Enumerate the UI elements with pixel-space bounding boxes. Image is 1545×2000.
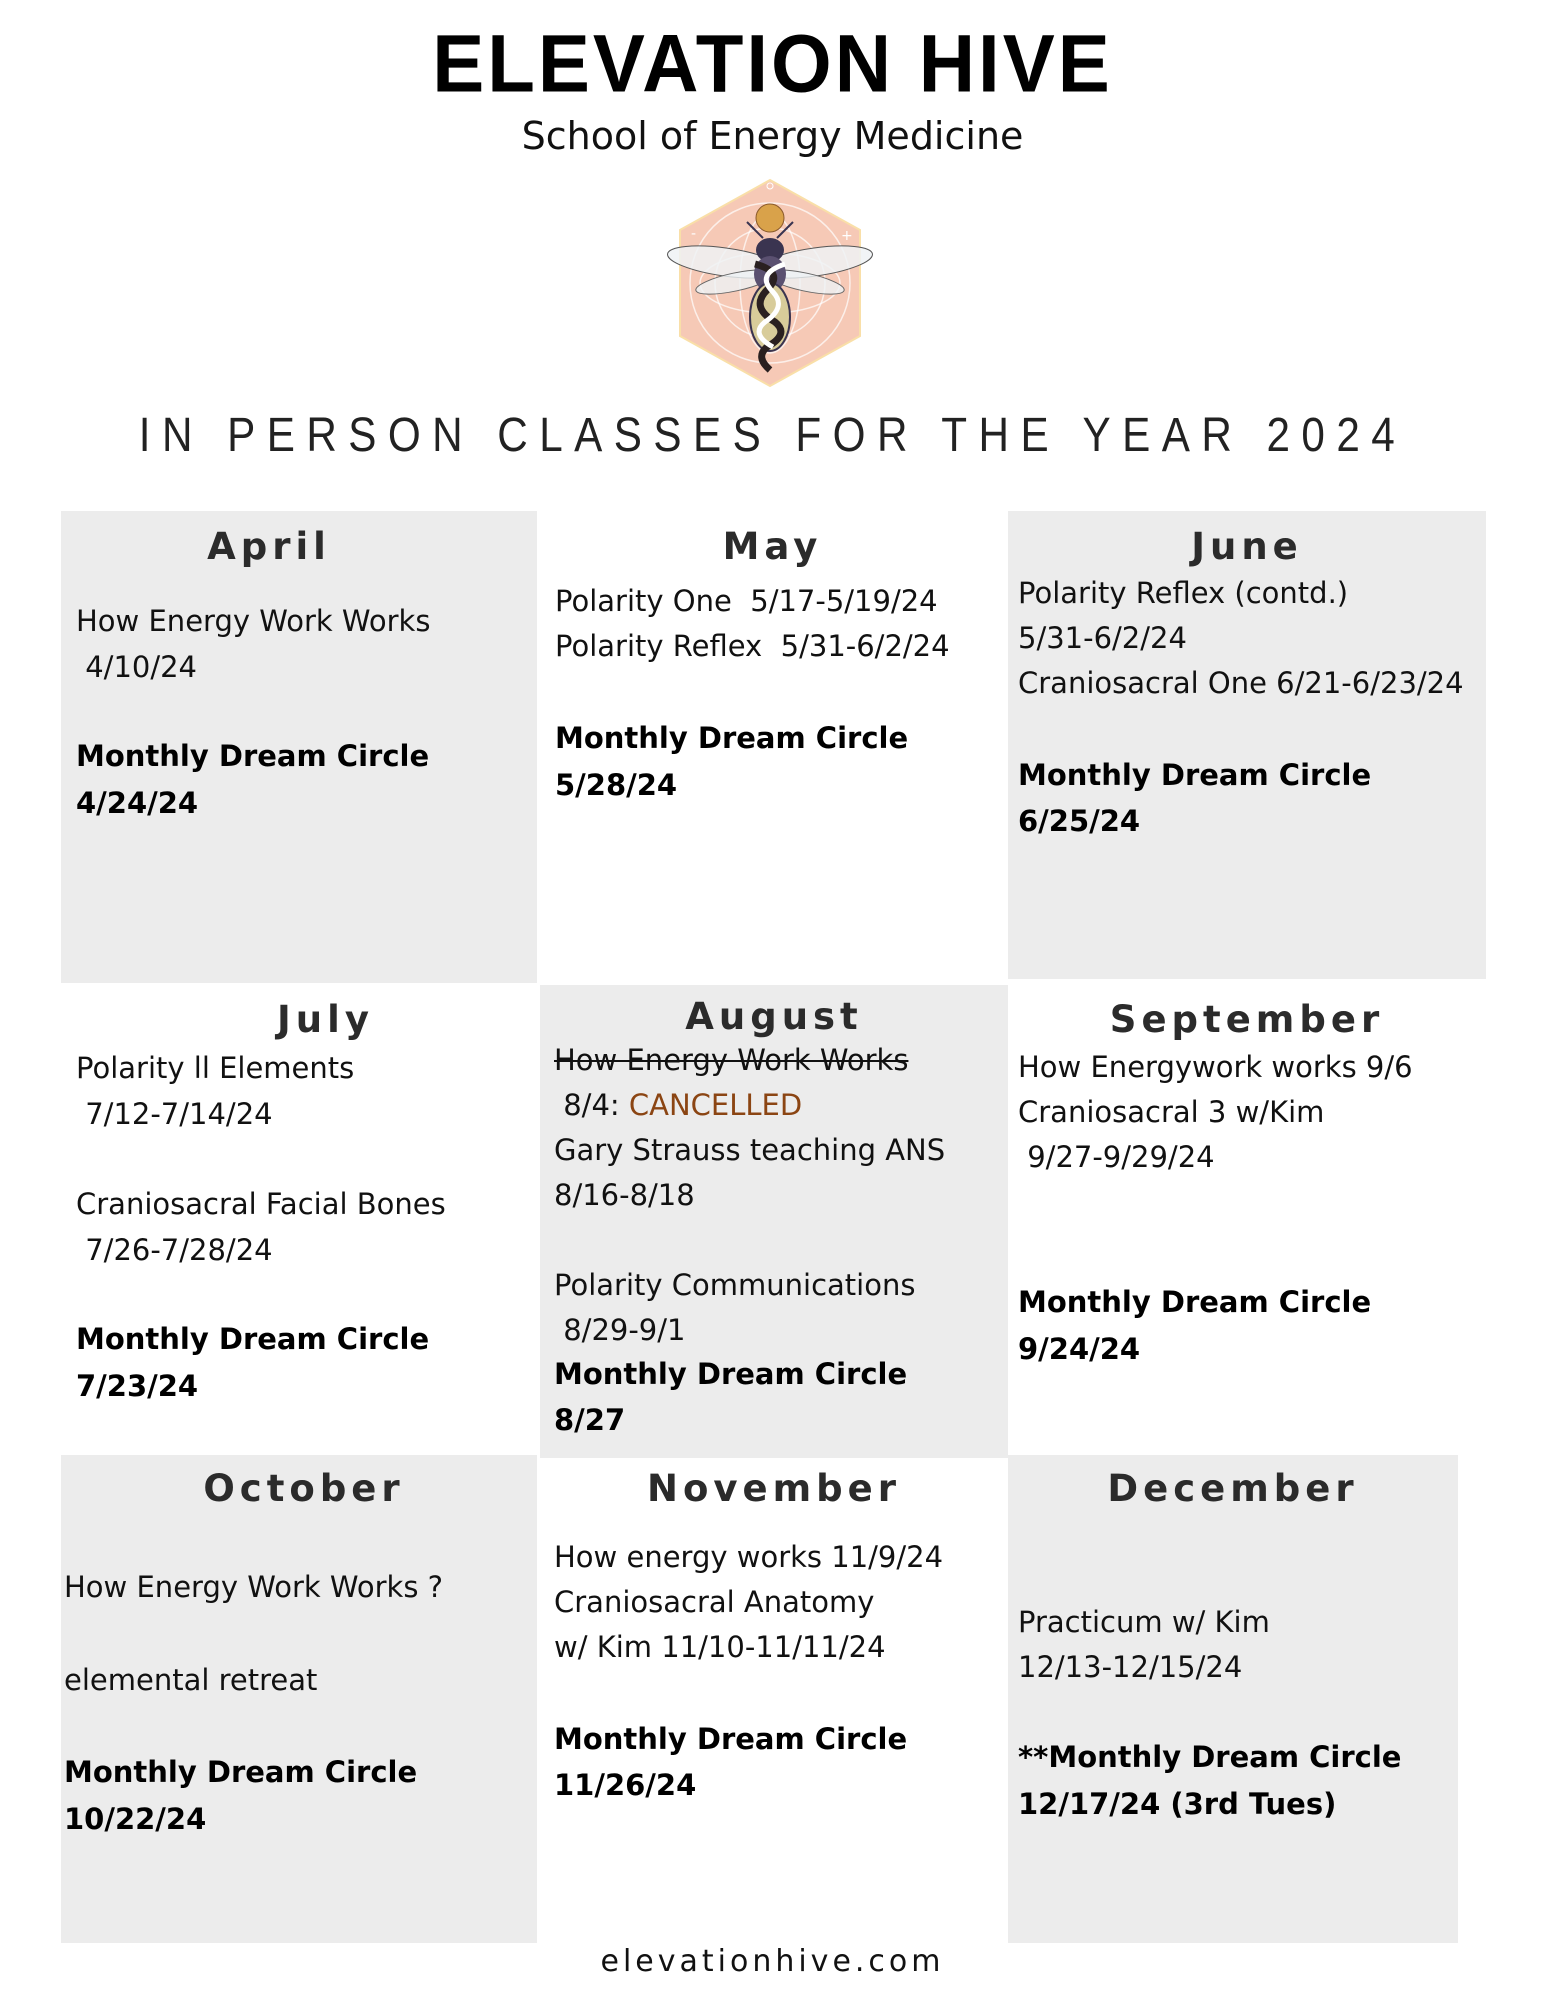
month-title: April: [207, 525, 331, 568]
dream-circle-label: Monthly Dream Circle: [76, 1322, 430, 1356]
class-entry: Polarity Reflex 5/31-6/2/24: [555, 629, 950, 663]
class-date: 7/12-7/14/24: [76, 1097, 273, 1131]
svg-text:+: +: [841, 228, 853, 244]
month-title: September: [1109, 998, 1385, 1041]
dream-circle-label: Monthly Dream Circle: [1018, 1285, 1372, 1319]
class-entry: elemental retreat: [64, 1663, 318, 1697]
dream-circle-label: Monthly Dream Circle: [64, 1755, 418, 1789]
class-title: Craniosacral Anatomy: [554, 1585, 875, 1619]
month-card-october: [61, 1455, 537, 1943]
month-title: November: [647, 1467, 901, 1510]
month-card-july: [61, 983, 540, 1453]
website-link[interactable]: elevationhive.com: [600, 1944, 945, 1979]
bee-caduceus-hexagon-logo-icon: [655, 172, 885, 394]
class-title: Practicum w/ Kim: [1018, 1605, 1270, 1639]
dream-circle-date: 5/28/24: [555, 768, 678, 802]
dream-circle-label: Monthly Dream Circle: [555, 721, 909, 755]
class-title: Craniosacral Facial Bones: [76, 1187, 446, 1221]
month-title: October: [203, 1467, 405, 1510]
dream-circle-label: Monthly Dream Circle: [554, 1357, 908, 1391]
class-entry: How Energywork works 9/6: [1018, 1050, 1413, 1084]
page-subtitle: School of Energy Medicine: [521, 114, 1024, 158]
month-card-september: [1008, 985, 1486, 1455]
dream-circle-date: 7/23/24: [76, 1369, 199, 1403]
month-card-may: [537, 511, 1008, 983]
class-entry: Polarity One 5/17-5/19/24: [555, 584, 938, 618]
month-card-june: [1008, 511, 1486, 979]
month-card-december: [1008, 1455, 1458, 1943]
cancelled-class-title: How Energy Work Works: [554, 1043, 909, 1077]
cancelled-badge: CANCELLED: [628, 1088, 803, 1122]
class-entry: How Energy Work Works ?: [64, 1570, 444, 1604]
month-title: May: [722, 525, 823, 568]
svg-text:-: -: [691, 226, 697, 242]
dream-circle-date: 12/17/24 (3rd Tues): [1018, 1787, 1337, 1821]
class-title: Polarity Communications: [554, 1268, 916, 1302]
class-title: Craniosacral 3 w/Kim: [1018, 1095, 1325, 1129]
class-date: 12/13-12/15/24: [1018, 1650, 1243, 1684]
dream-circle-date: 11/26/24: [554, 1768, 697, 1802]
month-title: June: [1191, 525, 1303, 568]
class-date: 5/31-6/2/24: [1018, 621, 1187, 655]
class-date: 8/29-9/1: [554, 1313, 686, 1347]
class-entry: How energy works 11/9/24: [554, 1540, 944, 1574]
class-entry: Craniosacral One 6/21-6/23/24: [1018, 666, 1464, 700]
cancelled-class-date: [554, 1088, 802, 1122]
dream-circle-label: Monthly Dream Circle: [554, 1722, 908, 1756]
class-date: 8/16-8/18: [554, 1178, 695, 1212]
class-date: 7/26-7/28/24: [76, 1233, 273, 1267]
month-card-august: [540, 985, 1008, 1458]
month-title: December: [1107, 1467, 1359, 1510]
dream-circle-date: 4/24/24: [76, 786, 199, 820]
class-title: Gary Strauss teaching ANS: [554, 1133, 946, 1167]
dream-circle-date: 6/25/24: [1018, 804, 1141, 838]
month-title: July: [277, 998, 374, 1041]
class-title: How Energy Work Works: [76, 604, 431, 638]
month-card-november: [540, 1460, 1008, 1943]
class-title: Polarity Reflex (contd.): [1018, 576, 1349, 610]
month-card-april: [61, 511, 537, 983]
dream-circle-date: 10/22/24: [64, 1802, 207, 1836]
class-date: w/ Kim 11/10-11/11/24: [554, 1630, 886, 1664]
dream-circle-date: 9/24/24: [1018, 1332, 1141, 1366]
class-date: 8/4:: [554, 1088, 629, 1122]
class-date: 4/10/24: [76, 650, 198, 684]
dream-circle-label: Monthly Dream Circle: [1018, 758, 1372, 792]
dream-circle-label: Monthly Dream Circle: [76, 739, 430, 773]
dream-circle-date: 8/27: [554, 1403, 626, 1437]
dream-circle-label: **Monthly Dream Circle: [1018, 1740, 1402, 1774]
page-title: ELEVATION HIVE: [432, 16, 1113, 110]
classes-headline: IN PERSON CLASSES FOR THE YEAR 2024: [138, 409, 1407, 462]
class-date: 9/27-9/29/24: [1018, 1140, 1215, 1174]
month-title: August: [685, 995, 863, 1038]
class-title: Polarity ll Elements: [76, 1051, 355, 1085]
